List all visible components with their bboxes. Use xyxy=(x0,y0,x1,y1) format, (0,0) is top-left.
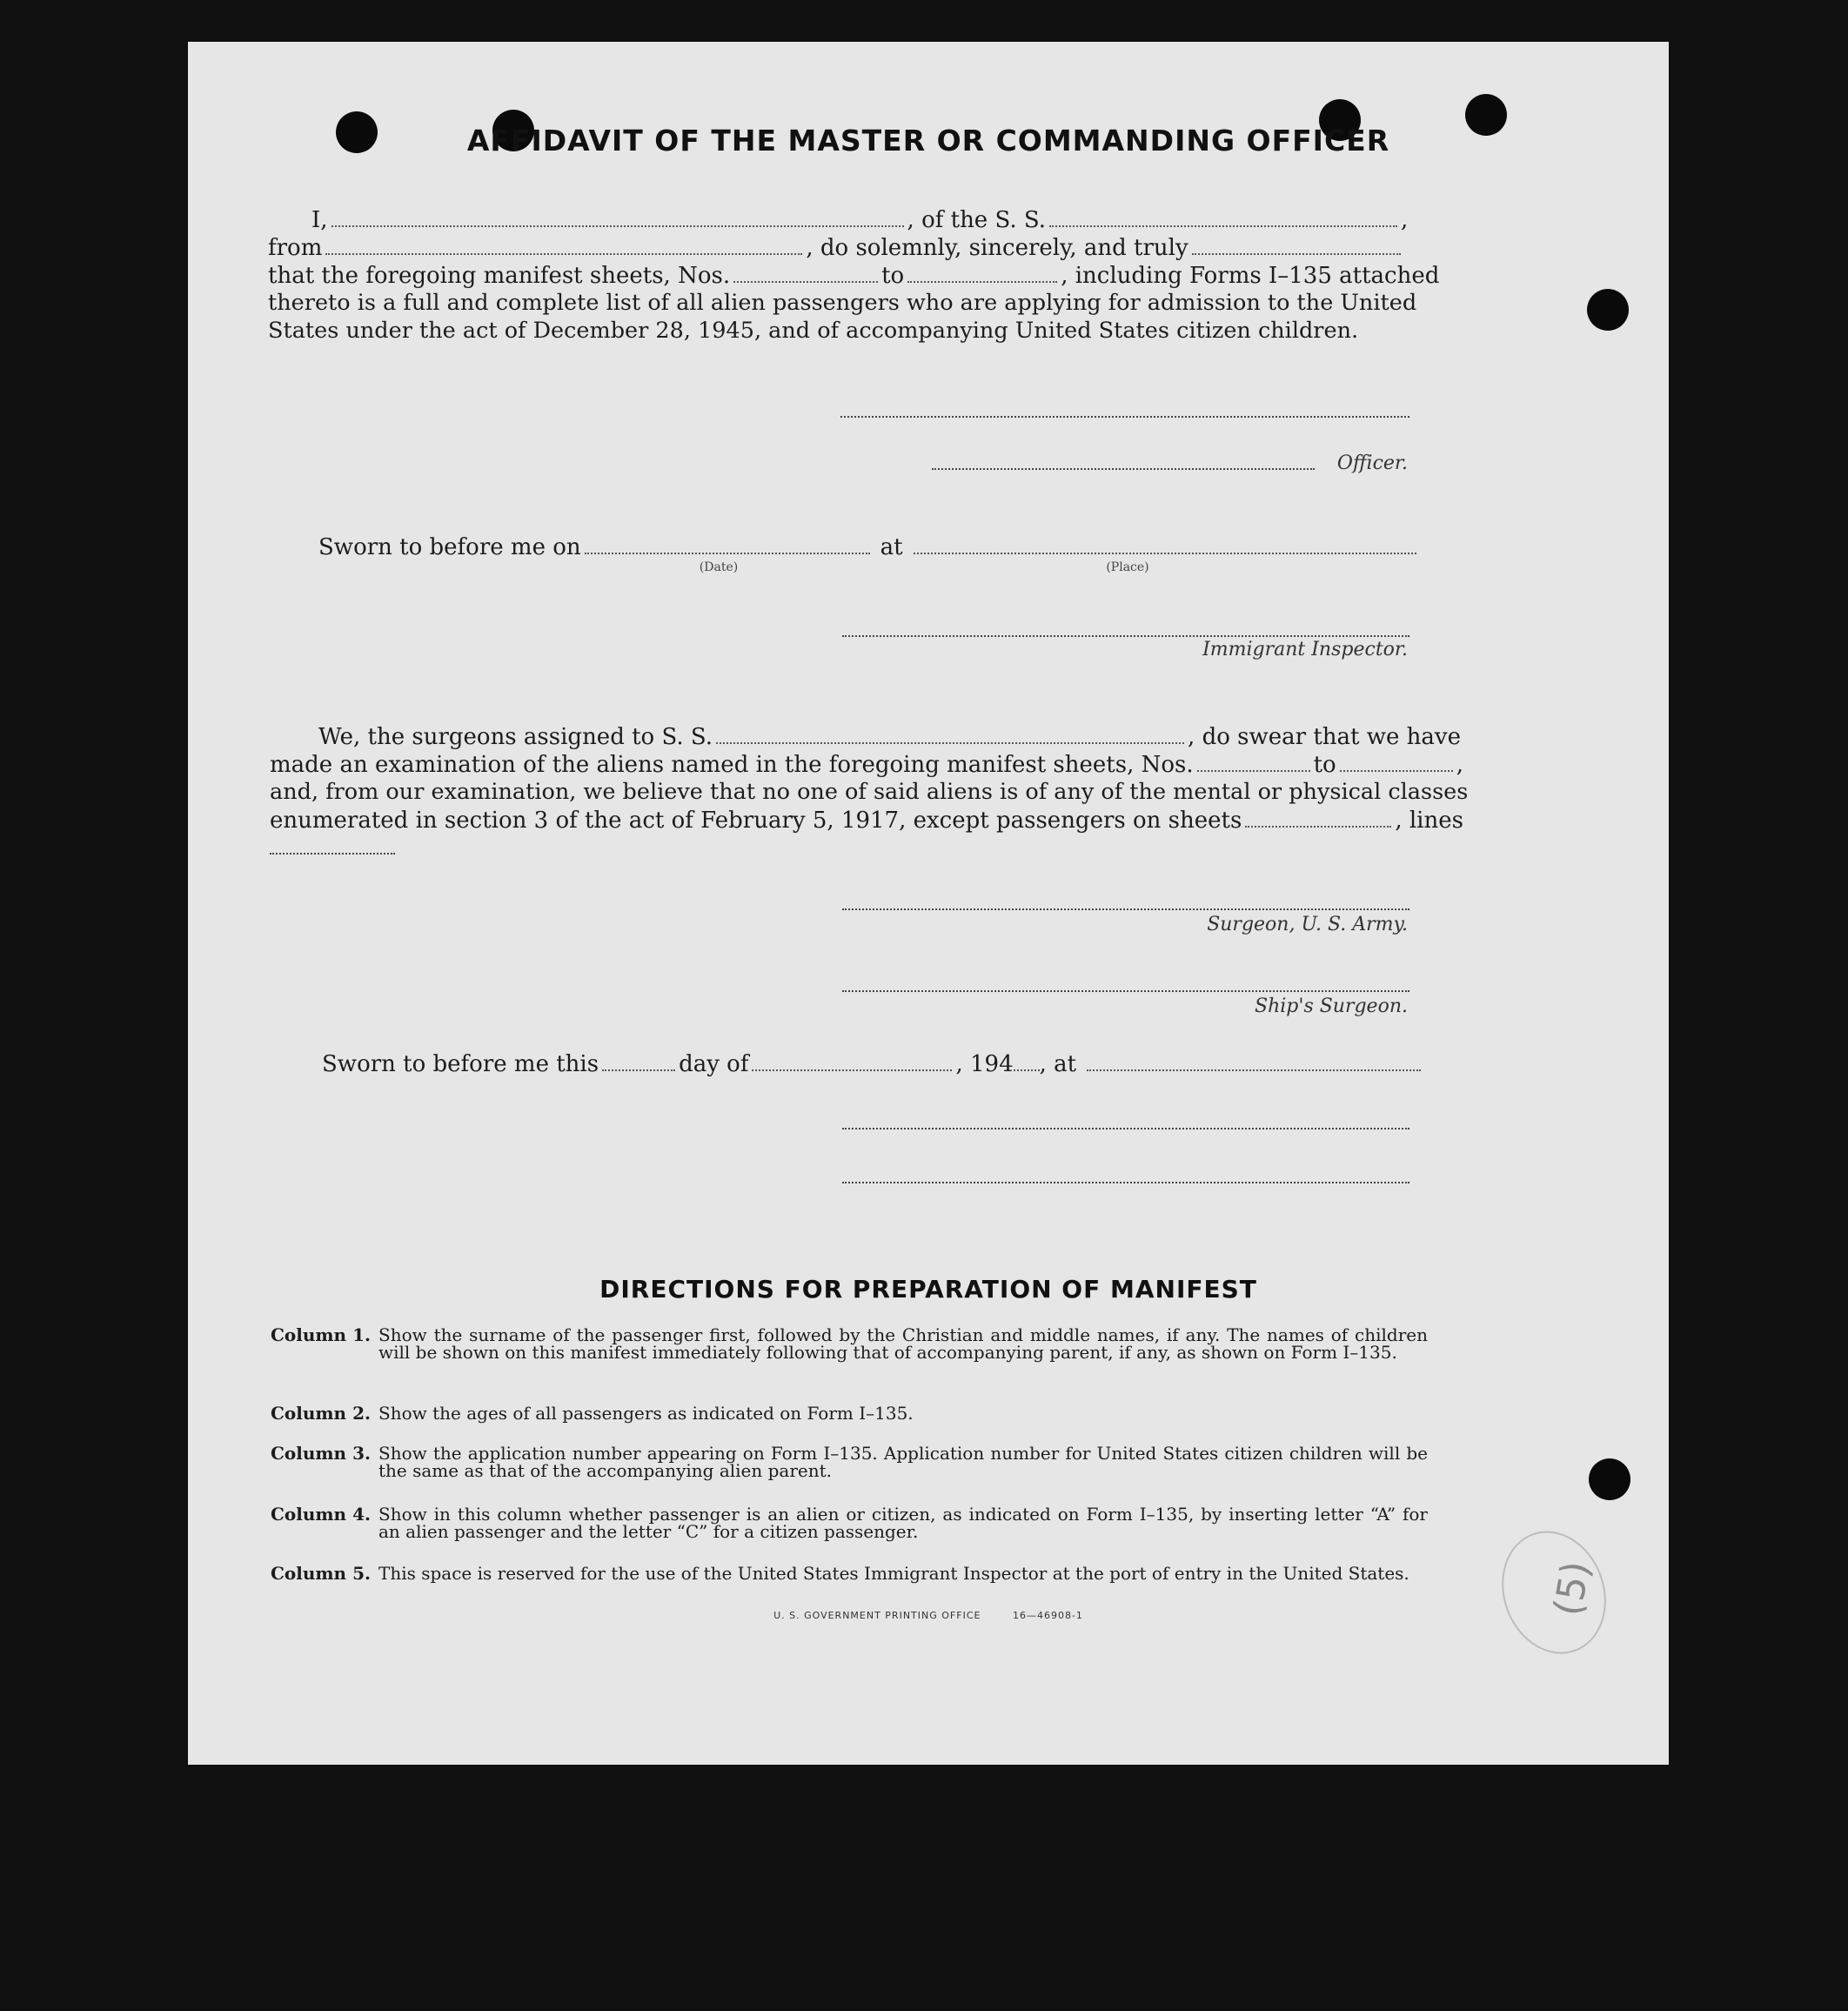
lines-label: , lines xyxy=(1395,808,1463,834)
affidavit-line-1 xyxy=(311,209,1408,231)
sworn-year-field[interactable] xyxy=(1014,1054,1040,1071)
sworn2-signature-line-2[interactable] xyxy=(842,1180,1409,1183)
direction-column-2 xyxy=(271,1404,1428,1424)
exam-sheet-from-field[interactable] xyxy=(1197,754,1310,772)
direction-text: Show the application number appearing on Form I–135. Application number for United States citizen children will be the same as that of the accompanying alien parent. xyxy=(378,1443,1428,1481)
date-caption: (Date) xyxy=(699,560,739,574)
sworn2-signature-line-1[interactable] xyxy=(842,1126,1409,1130)
section-label: enumerated in section 3 of the act of February 5, 1917, except passengers on sheets xyxy=(270,808,1242,834)
affidavit-title: AFFIDAVIT OF THE MASTER OR COMMANDING OFFICER xyxy=(466,124,1390,158)
direction-column-5 xyxy=(271,1565,1428,1601)
ship-surgeon-signature-line[interactable] xyxy=(842,989,1409,992)
sworn2-place-field[interactable] xyxy=(1087,1054,1421,1071)
to-label: to xyxy=(1313,752,1336,778)
sworn-on-label: Sworn to before me on xyxy=(318,534,581,560)
sworn-day-field[interactable] xyxy=(602,1054,675,1071)
pencil-page-number: (5) xyxy=(1545,1558,1599,1619)
direction-column-4 xyxy=(271,1505,1428,1542)
sworn-this-label: Sworn to before me this xyxy=(322,1051,599,1077)
army-surgeon-label: Surgeon, U. S. Army. xyxy=(1207,914,1408,935)
direction-label: Column 4. xyxy=(271,1504,371,1525)
direction-column-1 xyxy=(271,1326,1428,1380)
printing-office-footer xyxy=(188,1610,1669,1621)
swear-field[interactable] xyxy=(1192,238,1401,255)
solemnly-label: , do solemnly, sincerely, and truly xyxy=(806,235,1188,261)
comma: , xyxy=(1456,752,1463,778)
at-label: at xyxy=(880,534,903,560)
direction-text: Show in this column whether passenger is an alien or citizen, as indicated on Form I–135, by inserting letter “A” for an alien passenger and the letter “C” for a citizen passenger. xyxy=(378,1504,1428,1542)
sworn-line-2 xyxy=(322,1053,1424,1076)
from-port-field[interactable] xyxy=(325,238,802,255)
inspector-signature-line[interactable] xyxy=(842,633,1409,637)
ship-name-field[interactable] xyxy=(1049,210,1397,227)
form-code: 16—46908-1 xyxy=(1012,1610,1083,1621)
punch-hole xyxy=(1589,1458,1630,1500)
officer-title-line[interactable] xyxy=(932,466,1315,470)
direction-label: Column 3. xyxy=(271,1443,371,1464)
exam-sheet-to-field[interactable] xyxy=(1340,754,1453,772)
to-label: to xyxy=(881,263,905,289)
ship-surgeon-label: Ship's Surgeon. xyxy=(1255,995,1408,1017)
sworn-line-1 xyxy=(318,536,1420,559)
direction-text: Show the ages of all passengers as indicated on Form I–135. xyxy=(378,1403,914,1424)
army-surgeon-signature-line[interactable] xyxy=(842,907,1409,910)
officer-label: Officer. xyxy=(1336,452,1408,474)
direction-text: Show the surname of the passenger first, followed by the Christian and middle names, if any. The names of children will be shown on this manifest immediately following that of accompanying parent, if any, as shown on Form I–135. xyxy=(378,1324,1428,1363)
sworn-month-field[interactable] xyxy=(752,1054,952,1071)
directions-title: DIRECTIONS FOR PREPARATION OF MANIFEST xyxy=(599,1275,1257,1304)
surgeon-ship-field[interactable] xyxy=(716,727,1184,744)
affidavit-line-5: States under the act of December 28, 1945, and of accompanying United States citizen children. xyxy=(268,318,1359,344)
examination-label: made an examination of the aliens named in the foregoing manifest sheets, Nos. xyxy=(270,752,1194,778)
except-sheets-field[interactable] xyxy=(1245,810,1391,828)
officer-signature-line[interactable] xyxy=(840,414,1409,418)
direction-label: Column 2. xyxy=(271,1403,371,1424)
surgeons-line-3: and, from our examination, we believe that no one of said aliens is of any of the mental or physical classes xyxy=(270,779,1469,805)
direction-column-3 xyxy=(271,1445,1428,1481)
affidavit-line-2 xyxy=(268,237,1404,259)
manifest-affidavit-page xyxy=(188,42,1669,1765)
sheet-from-field[interactable] xyxy=(733,265,878,283)
forms-label: , including Forms I–135 attached xyxy=(1061,263,1440,289)
sworn-place-field[interactable] xyxy=(914,537,1416,554)
swear-label: , do swear that we have xyxy=(1188,724,1461,750)
sheet-to-field[interactable] xyxy=(907,265,1057,283)
surgeons-line-1 xyxy=(318,726,1461,748)
at-label: , at xyxy=(1039,1051,1077,1077)
affidavit-line-4: thereto is a full and complete list of all alien passengers who are applying for admission to the United xyxy=(268,290,1417,316)
day-of-label: day of xyxy=(679,1051,749,1077)
place-caption: (Place) xyxy=(1106,560,1149,574)
surgeons-line-4 xyxy=(270,809,1463,832)
from-label: from xyxy=(268,235,323,261)
year-label: , 194 xyxy=(955,1051,1014,1077)
sheets-label: that the foregoing manifest sheets, Nos. xyxy=(268,263,731,289)
comma: , xyxy=(1401,207,1409,233)
sworn-date-field[interactable] xyxy=(585,537,870,554)
direction-label: Column 5. xyxy=(271,1563,371,1584)
inspector-label: Immigrant Inspector. xyxy=(1202,639,1408,660)
master-name-field[interactable] xyxy=(331,210,904,227)
pronoun-label: I, xyxy=(311,207,328,233)
direction-label: Column 1. xyxy=(271,1324,371,1345)
printing-office-label: U. S. GOVERNMENT PRINTING OFFICE xyxy=(773,1610,981,1621)
surgeons-label: We, the surgeons assigned to S. S. xyxy=(318,724,713,750)
punch-hole xyxy=(1587,289,1629,331)
surgeons-line-2 xyxy=(270,754,1463,776)
except-lines-field[interactable] xyxy=(270,851,395,855)
ship-label: , of the S. S. xyxy=(907,207,1047,233)
direction-text: This space is reserved for the use of the United States Immigrant Inspector at the port of entry in the United States. xyxy=(378,1563,1409,1584)
affidavit-line-3 xyxy=(268,265,1439,287)
